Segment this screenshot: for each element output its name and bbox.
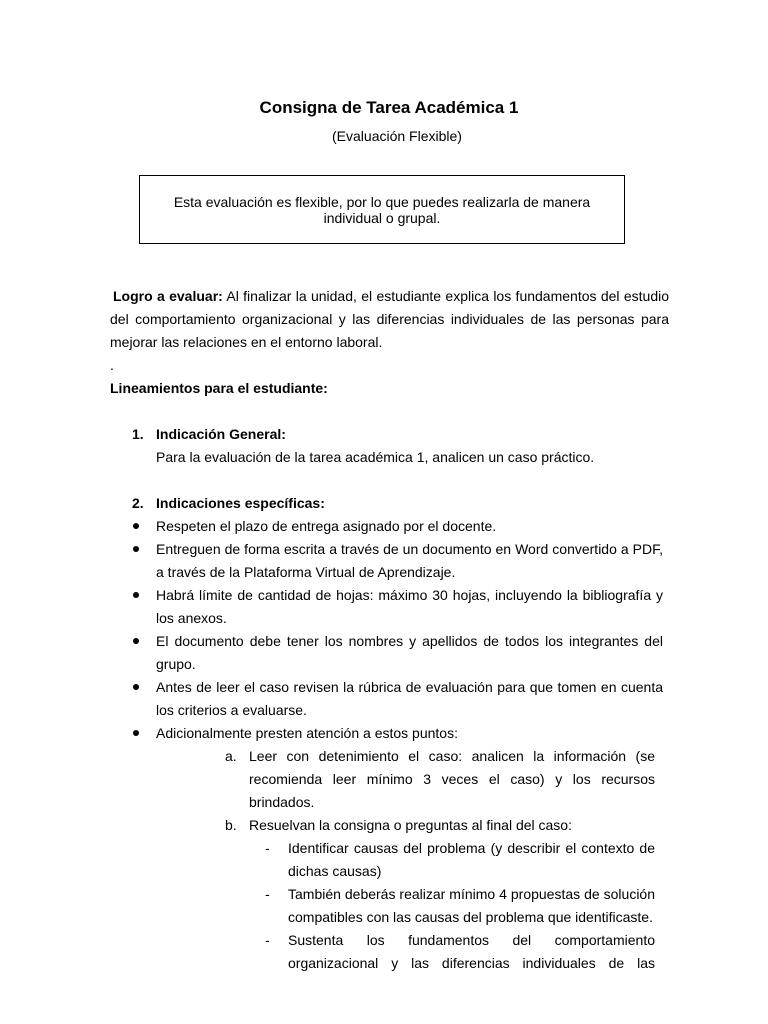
sub-item-letter: a. — [225, 748, 237, 764]
document-title: Consigna de Tarea Académica 1 — [259, 98, 519, 117]
dash-item-text: También deberás realizar mínimo 4 propuestas de solución compatibles con las causas del problema que identificaste. — [288, 886, 655, 925]
list-item: Adicionalmente presten atención a estos puntos: — [110, 722, 663, 745]
list-item: Antes de leer el caso revisen la rúbrica de evaluación para que tomen en cuenta los criterios a evaluarse. — [110, 676, 663, 722]
section-number: 2. — [132, 495, 144, 511]
section-heading: Indicación General: — [156, 426, 286, 442]
lineamientos-heading: Lineamientos para el estudiante: — [110, 380, 328, 396]
dash-item — [110, 929, 655, 975]
list-item: El documento debe tener los nombres y apellidos de todos los integrantes del grupo. — [110, 630, 663, 676]
stray-dot: . — [110, 357, 114, 373]
logro-paragraph — [110, 285, 669, 354]
document-body — [110, 285, 669, 975]
section-heading: Indicaciones específicas: — [156, 495, 325, 511]
dash-marker: - — [265, 886, 270, 902]
dash-item-text: Identificar causas del problema (y describir el contexto de dichas causas) — [288, 840, 655, 879]
logro-label: Logro a evaluar: — [113, 288, 223, 304]
dash-item — [110, 883, 655, 929]
sub-item-text: Leer con detenimiento el caso: analicen la información (se recomienda leer mínimo 3 veces el caso) y los recursos brindados. — [249, 748, 655, 810]
dash-item — [110, 837, 655, 883]
bullet-icon — [133, 730, 139, 736]
bullet-icon — [133, 638, 139, 644]
section-specific — [110, 492, 669, 515]
dash-item-text: Sustenta los fundamentos del comportamiento organizacional y las diferencias individuales de las — [288, 932, 655, 971]
instructions-list — [110, 515, 669, 745]
dash-marker: - — [265, 932, 270, 948]
flexible-evaluation-notice-box — [139, 175, 625, 244]
section-general-text: Para la evaluación de la tarea académica 1, analicen un caso práctico. — [156, 449, 595, 465]
sub-item-text: Resuelvan la consigna o preguntas al final del caso: — [249, 817, 572, 833]
logro-text: Al finalizar la unidad, el estudiante explica los fundamentos del estudio del comportamiento organizacional y las diferencias individuales de las personas para mejorar las relaciones en el entorno laboral. — [110, 288, 669, 350]
section-number: 1. — [132, 426, 144, 442]
sub-item — [110, 745, 655, 814]
notice-text: Esta evaluación es flexible, por lo que puedes realizarla de manera individual o grupal. — [173, 193, 591, 226]
bullet-icon — [133, 523, 139, 529]
section-general-text-row — [110, 446, 669, 469]
bullet-icon — [133, 592, 139, 598]
document-subtitle: (Evaluación Flexible) — [332, 128, 462, 144]
bullet-icon — [133, 684, 139, 690]
dash-marker: - — [265, 840, 270, 856]
list-item: Respeten el plazo de entrega asignado por el docente. — [110, 515, 663, 538]
sub-item — [110, 814, 655, 837]
list-item: Entreguen de forma escrita a través de un documento en Word convertido a PDF, a través de la Plataforma Virtual de Aprendizaje. — [110, 538, 663, 584]
section-general — [110, 423, 669, 446]
bullet-icon — [133, 546, 139, 552]
sub-item-letter: b. — [225, 817, 237, 833]
list-item: Habrá límite de cantidad de hojas: máximo 30 hojas, incluyendo la bibliografía y los anexos. — [110, 584, 663, 630]
